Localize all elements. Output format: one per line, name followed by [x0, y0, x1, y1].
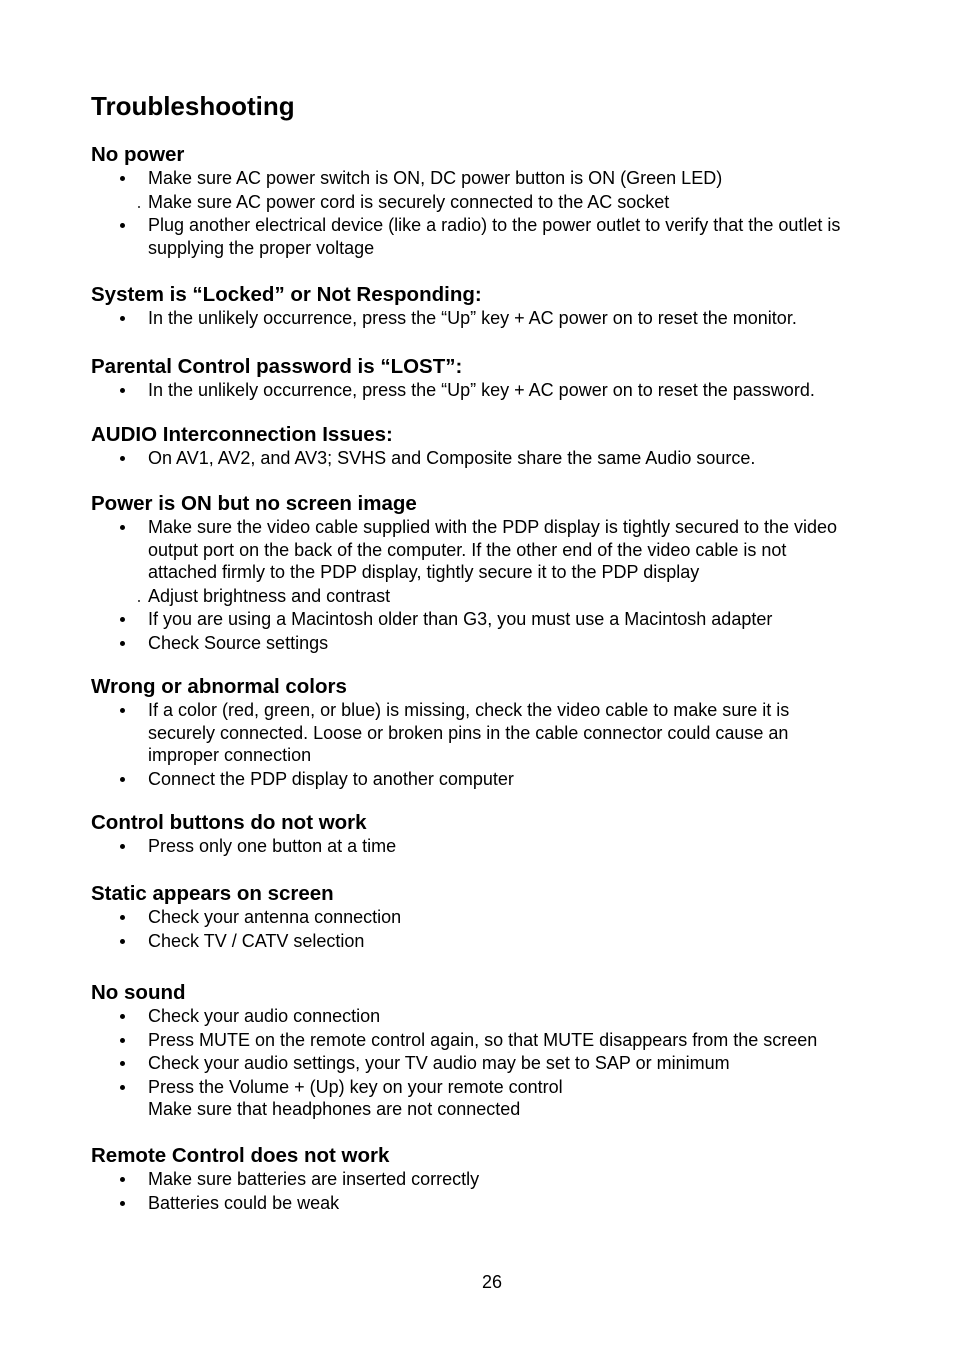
bullet-icon [138, 206, 140, 208]
list-item-text: Check your audio settings, your TV audio may be set to SAP or minimum [148, 1053, 730, 1073]
bullet-list [91, 1168, 911, 1214]
bullet-list [91, 1005, 911, 1121]
bullet-list [91, 906, 911, 952]
section-heading: Power is ON but no screen image [91, 492, 417, 515]
bullet-icon [120, 777, 125, 782]
bullet-icon [120, 939, 125, 944]
bullet-list [91, 379, 911, 402]
list-item [91, 906, 911, 929]
section-no-power [91, 143, 911, 259]
section-heading: No power [91, 143, 185, 166]
list-item-text: Check your antenna connection [148, 907, 402, 927]
list-item-text: securely connected. Loose or broken pins in the cable connector could cause an [148, 722, 789, 743]
bullet-icon [120, 708, 125, 713]
list-item [91, 1052, 911, 1075]
list-item-text: Press MUTE on the remote control again, so that MUTE disappears from the screen [148, 1029, 818, 1050]
list-item [91, 835, 911, 858]
bullet-icon [120, 525, 125, 530]
section-heading: Parental Control password is “LOST”: [91, 355, 463, 378]
list-item [91, 1029, 911, 1052]
list-item-text: Check your audio connection [148, 1006, 381, 1026]
list-item [91, 699, 911, 767]
list-item-text: Batteries could be weak [148, 1192, 340, 1213]
list-item-text: Press the Volume + (Up) key on your remote control [148, 1076, 563, 1097]
list-item [91, 1076, 911, 1121]
bullet-list [91, 835, 911, 858]
list-item-text: Make sure that headphones are not connected [148, 1099, 521, 1119]
bullet-icon [120, 844, 125, 849]
section-heading: Wrong or abnormal colors [91, 675, 347, 698]
bullet-icon [120, 1201, 125, 1206]
section-heading: AUDIO Interconnection Issues: [91, 423, 393, 446]
list-item-text: Make sure AC power cord is securely connected to the AC socket [148, 191, 670, 212]
bullet-icon [120, 1177, 125, 1182]
list-item-text: Make sure batteries are inserted correctly [148, 1169, 480, 1189]
section-heading: Remote Control does not work [91, 1144, 390, 1167]
bullet-icon [120, 641, 125, 646]
list-item [91, 379, 911, 402]
bullet-list [91, 516, 911, 654]
list-item [91, 608, 911, 631]
bullet-icon [120, 1014, 125, 1019]
list-item-text: Make sure the video cable supplied with the PDP display is tightly secured to the video [148, 517, 838, 537]
bullet-icon [120, 617, 125, 622]
list-item [91, 214, 911, 259]
section-heading: System is “Locked” or Not Responding: [91, 283, 482, 306]
bullet-list [91, 307, 911, 330]
section-system-locked [91, 283, 911, 330]
bullet-icon [120, 316, 125, 321]
list-item-text: output port on the back of the computer. If the other end of the video cable is not [148, 539, 787, 560]
section-heading: Control buttons do not work [91, 811, 367, 834]
list-item-text: improper connection [148, 745, 312, 765]
section-control-buttons [91, 811, 911, 858]
page-number: 26 [481, 1272, 503, 1292]
list-item-text: supplying the proper voltage [148, 237, 375, 258]
list-item-text: Adjust brightness and contrast [148, 585, 391, 606]
bullet-icon [120, 1061, 125, 1066]
list-item-text: In the unlikely occurrence, press the “Up” key + AC power on to reset the password. [148, 380, 815, 400]
list-item-text: Check TV / CATV selection [148, 930, 365, 951]
section-heading: No sound [91, 981, 186, 1004]
section-static-on-screen [91, 882, 911, 952]
page-title: Troubleshooting [91, 91, 295, 121]
list-item [91, 768, 911, 791]
bullet-icon [138, 600, 140, 602]
list-item [91, 516, 911, 584]
list-item [91, 632, 911, 655]
list-item-text: On AV1, AV2, and AV3; SVHS and Composite share the same Audio source. [148, 448, 756, 468]
list-item-text: attached firmly to the PDP display, tightly secure it to the PDP display [148, 562, 700, 582]
list-item-text: Plug another electrical device (like a radio) to the power outlet to verify that the outlet is [148, 215, 841, 235]
section-abnormal-colors [91, 675, 911, 790]
bullet-list [91, 699, 911, 790]
section-parental-password-lost [91, 355, 911, 402]
list-item-text: Make sure AC power switch is ON, DC power button is ON (Green LED) [148, 168, 723, 188]
list-item [91, 1192, 911, 1215]
list-item-text: If you are using a Macintosh older than G3, you must use a Macintosh adapter [148, 609, 773, 629]
bullet-icon [120, 1085, 125, 1090]
list-item-text: Check Source settings [148, 632, 329, 653]
list-item-text: Press only one button at a time [148, 836, 397, 856]
bullet-list [91, 167, 911, 259]
list-item [91, 447, 911, 470]
list-item [91, 167, 911, 190]
bullet-icon [120, 388, 125, 393]
list-item [91, 930, 911, 953]
section-audio-interconnection [91, 423, 911, 470]
list-item [91, 585, 911, 608]
bullet-icon [120, 1038, 125, 1043]
section-no-sound [91, 981, 911, 1121]
list-item [91, 1005, 911, 1028]
bullet-icon [120, 176, 125, 181]
bullet-icon [120, 223, 125, 228]
list-item [91, 1168, 911, 1191]
list-item-text: Connect the PDP display to another computer [148, 768, 514, 789]
bullet-list [91, 447, 911, 470]
bullet-icon [120, 915, 125, 920]
section-heading: Static appears on screen [91, 882, 334, 905]
section-remote-control [91, 1144, 911, 1214]
list-item-text: If a color (red, green, or blue) is missing, check the video cable to make sure it is [148, 700, 790, 720]
section-no-screen-image [91, 492, 911, 654]
list-item-text: In the unlikely occurrence, press the “Up” key + AC power on to reset the monitor. [148, 308, 797, 328]
list-item [91, 191, 911, 214]
list-item [91, 307, 911, 330]
bullet-icon [120, 456, 125, 461]
